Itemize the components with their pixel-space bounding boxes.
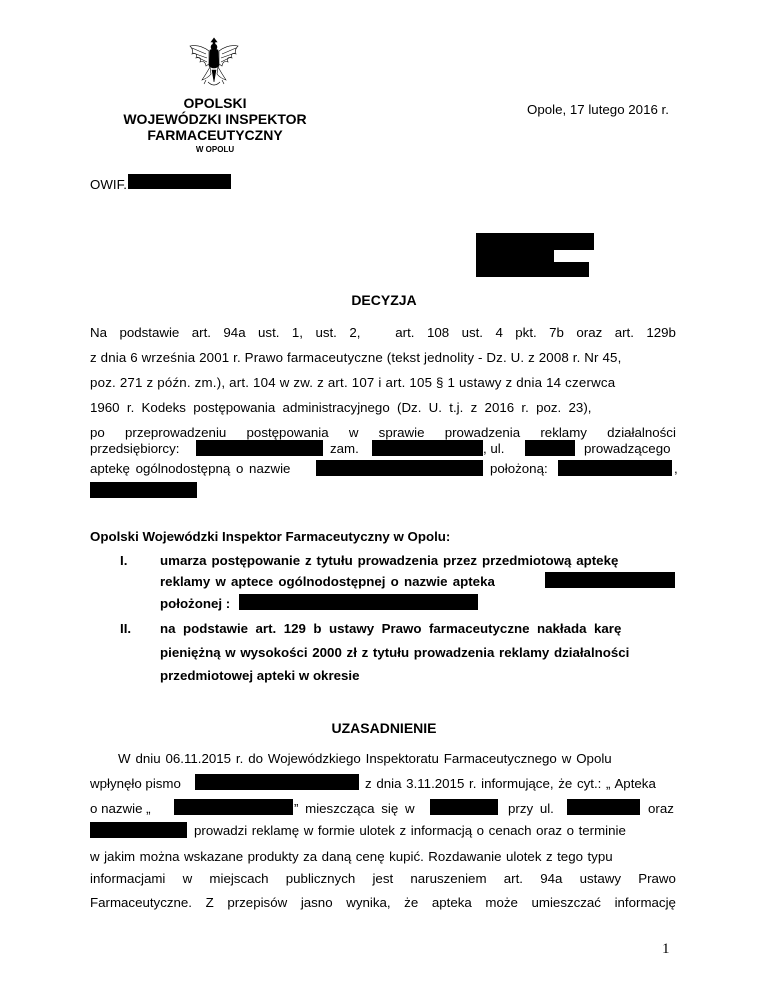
justification-line-2-b: z dnia 3.11.2015 r. informujące, że cyt.: „ Apteka bbox=[365, 776, 656, 791]
justification-line-3-a: o nazwie „ bbox=[90, 801, 151, 816]
redacted-pharmacy-name bbox=[316, 460, 483, 476]
redacted-street bbox=[525, 440, 575, 456]
redacted-addressee-line1 bbox=[476, 233, 594, 250]
point-1-line-3: położonej : bbox=[160, 596, 231, 611]
office-name-line2: WOJEWÓDZKI INSPEKTOR bbox=[123, 111, 307, 127]
intro-line-6-residence-label: zam. bbox=[330, 441, 359, 456]
point-2-line-1: na podstawie art. 129 b ustawy Prawo farmaceutyczne nakłada karę bbox=[160, 621, 622, 636]
redacted-city bbox=[430, 799, 498, 815]
intro-line-6-running: prowadzącego bbox=[584, 441, 671, 456]
intro-line-2: z dnia 6 września 2001 r. Prawo farmaceutyczne (tekst jednolity - Dz. U. z 2008 r. Nr 45, bbox=[90, 350, 622, 365]
eagle-emblem-icon bbox=[186, 36, 242, 92]
intro-line-4: 1960 r. Kodeks postępowania administracyjnego (Dz. U. t.j. z 2016 r. poz. 23), bbox=[90, 400, 592, 415]
authority-heading: Opolski Wojewódzki Inspektor Farmaceutyczny w Opolu: bbox=[90, 529, 451, 544]
page-number: 1 bbox=[662, 941, 670, 957]
justification-line-4: prowadzi reklamę w formie ulotek z informacją o cenach oraz o terminie bbox=[194, 823, 626, 838]
redacted-point-1-location bbox=[239, 594, 478, 610]
justification-line-1: W dniu 06.11.2015 r. do Wojewódzkiego Inspektoratu Farmaceutycznego w Opolu bbox=[118, 751, 612, 766]
office-name-line3: FARMACEUTYCZNY bbox=[147, 127, 283, 143]
redacted-sender bbox=[195, 774, 359, 790]
intro-line-7-comma: , bbox=[674, 461, 678, 476]
intro-line-1: Na podstawie art. 94a ust. 1, ust. 2, art. 108 ust. 4 pkt. 7b oraz art. 129b bbox=[90, 325, 676, 340]
redacted-point-1-pharmacy bbox=[545, 572, 675, 588]
redacted-addressee-line3 bbox=[476, 262, 589, 277]
justification-line-5: w jakim można wskazane produkty za daną cenę kupić. Rozdawanie ulotek z tego typu bbox=[90, 849, 613, 864]
point-2-number: II. bbox=[120, 621, 132, 636]
point-2-line-2: pieniężną w wysokości 2000 zł z tytułu prowadzenia reklamy działalności bbox=[160, 645, 630, 660]
point-2-line-3: przedmiotowej apteki w okresie bbox=[160, 668, 360, 683]
justification-line-6: informacjami w miejscach publicznych jest naruszeniem art. 94a ustawy Prawo bbox=[90, 871, 676, 886]
intro-line-6-street-label: , ul. bbox=[483, 441, 505, 456]
justification-line-7: Farmaceutyczne. Z przepisów jasno wynika, że apteka może umieszczać informację bbox=[90, 895, 676, 910]
redacted-street-2 bbox=[567, 799, 640, 815]
intro-line-7-location-label: położoną: bbox=[490, 461, 548, 476]
justification-line-3-c: przy ul. bbox=[508, 801, 554, 816]
redacted-street-3 bbox=[90, 822, 187, 838]
place-date: Opole, 17 lutego 2016 r. bbox=[527, 102, 669, 117]
office-name-line1: OPOLSKI bbox=[183, 95, 247, 111]
redacted-pharmacy-location-cont bbox=[90, 482, 197, 498]
point-1-number: I. bbox=[120, 553, 128, 568]
justification-line-3-b: ” mieszcząca się w bbox=[294, 801, 415, 816]
redacted-residence bbox=[372, 440, 483, 456]
redacted-entrepreneur-name bbox=[196, 440, 323, 456]
intro-line-7-pharmacy-label: aptekę ogólnodostępną o nazwie bbox=[90, 461, 291, 476]
decision-title: DECYZJA bbox=[351, 292, 417, 308]
intro-line-6-entrepreneur-label: przedsiębiorcy: bbox=[90, 441, 180, 456]
redacted-pharmacy-name-2 bbox=[174, 799, 293, 815]
point-1-line-2: reklamy w aptece ogólnodostępnej o nazwie apteka bbox=[160, 574, 495, 589]
point-1-line-1: umarza postępowanie z tytułu prowadzenia przez przedmiotową aptekę bbox=[160, 553, 619, 568]
justification-title: UZASADNIENIE bbox=[331, 720, 437, 736]
reference-number-prefix: OWIF. bbox=[90, 177, 127, 192]
intro-line-5: po przeprowadzeniu postępowania w sprawie prowadzenia reklamy działalności bbox=[90, 425, 676, 440]
justification-line-3-d: oraz bbox=[648, 801, 674, 816]
justification-line-2-a: wpłynęło pismo bbox=[90, 776, 181, 791]
office-city: W OPOLU bbox=[195, 145, 235, 154]
redacted-reference-number bbox=[128, 174, 231, 189]
intro-line-3: poz. 271 z późn. zm.), art. 104 w zw. z art. 107 i art. 105 § 1 ustawy z dnia 14 czerwca bbox=[90, 375, 616, 390]
redacted-pharmacy-location bbox=[558, 460, 672, 476]
